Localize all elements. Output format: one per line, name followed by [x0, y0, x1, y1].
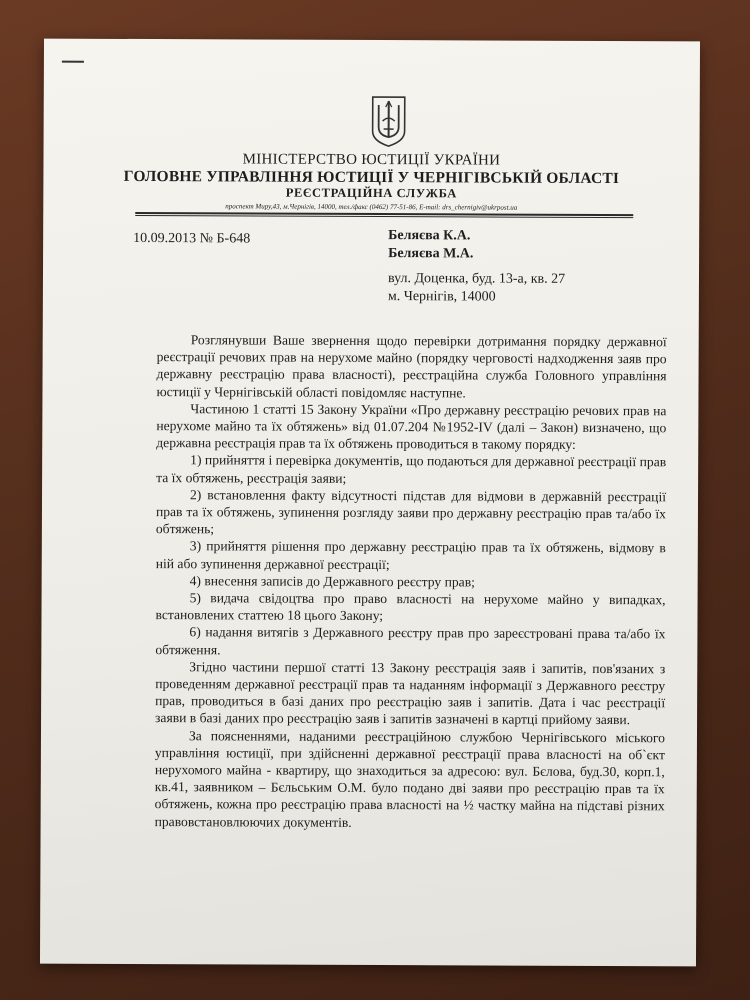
- recipient-name-2: Беляєва М.А.: [388, 246, 474, 262]
- letter-reference: 10.09.2013 № Б-648: [133, 230, 251, 247]
- list-item: 3) прийняття рішення про державну реєстрацію прав та їх обтяжень, відмову в ній або зупинення державної реєстрації;: [155, 538, 666, 572]
- service-title: РЕЄСТРАЦІЙНА СЛУЖБА: [285, 185, 457, 201]
- paragraph-registration: Згідно частини першої статті 13 Закону реєстрація заяв і запитів, пов'язаних з проведенням державної реєстрації прав та наданням інформації з Державного реєстру прав, проводиться в базі даних про реєстрацію заяв і запитів. Дата і час реєстрації заяви в базі даних про реєстрацію заяв і запитів зазначені в картці прийому заяви.: [155, 659, 666, 728]
- recipient-name-1: Беляєва К.А.: [388, 228, 471, 244]
- list-item: 1) прийняття і перевірка документів, що подаються для державної реєстрації прав та їх обтяжень, реєстрація заяви;: [156, 452, 667, 486]
- paragraph-intro: Розглянувши Ваше звернення щодо перевірки дотримання порядку державної реєстрації речових прав на нерухоме майно (порядку черговості надходження заяв про державну реєстрацію права власності), реєстраційна служба Головного управління юстиції у Чернігівській області повідомляє наступне.: [156, 332, 667, 401]
- recipient-street: вул. Доценка, буд. 13-а, кв. 27: [387, 271, 566, 287]
- paragraph-explanation: За поясненнями, наданими реєстраційною службою Чернігівського міського управління юстиції, при здійсненні державної реєстрації права власності на об`єкт нерухомого майна - квартиру, що знаходиться за адресою: вул. Бєлова, буд.30, корп.1, кв.41, заявником – Бєльським О.М. було подано дві заяви про реєстрацію прав та їх обтяжень, кожна про реєстрацію права власності на ½ частку майна на підставі різних правовстановлюючих документів.: [154, 727, 666, 830]
- list-item: 6) надання витягів з Державного реєстру прав про зареєстровані права та/або їх обтяження.: [155, 624, 666, 658]
- department-title: ГОЛОВНЕ УПРАВЛІННЯ ЮСТИЦІЇ У ЧЕРНІГІВСЬКІЙ ОБЛАСТІ: [123, 167, 620, 188]
- contact-line: проспект Миру,43, м.Чернігів, 14000, тел./факс (0462) 77-51-86, E-mail: drs_chernigiv@ukrpost.ua: [225, 202, 518, 212]
- recipient-city: м. Чернігів, 14000: [387, 289, 496, 305]
- list-item: 4) внесення записів до Державного реєстру прав;: [189, 573, 475, 590]
- ukraine-trident-icon: [370, 95, 408, 147]
- letter-body: [155, 331, 667, 832]
- paragraph-law-reference: Частиною 1 статті 15 Закону України «Про державну реєстрацію речових прав на нерухоме майно та їх обтяжень» від 01.07.204 №1952-IV (далі – Закон) визначено, що державна реєстрація прав та їх обтяжень проводиться в такому порядку:: [156, 401, 667, 453]
- list-item: 5) видача свідоцтва про право власності на нерухоме майно у випадках, встановлених статтею 18 цього Закону;: [155, 590, 666, 624]
- document-sheet: [40, 39, 700, 967]
- list-item: 2) встановлення факту відсутності підстав для відмови в державній реєстрації прав та їх обтяжень, зупинення розгляду заяви про державну реєстрацію прав та/або їх обтяжень;: [155, 487, 667, 537]
- corner-mark: [62, 61, 84, 63]
- ministry-title: МІНІСТЕРСТВО ЮСТИЦІЇ УКРАЇНИ: [242, 151, 501, 169]
